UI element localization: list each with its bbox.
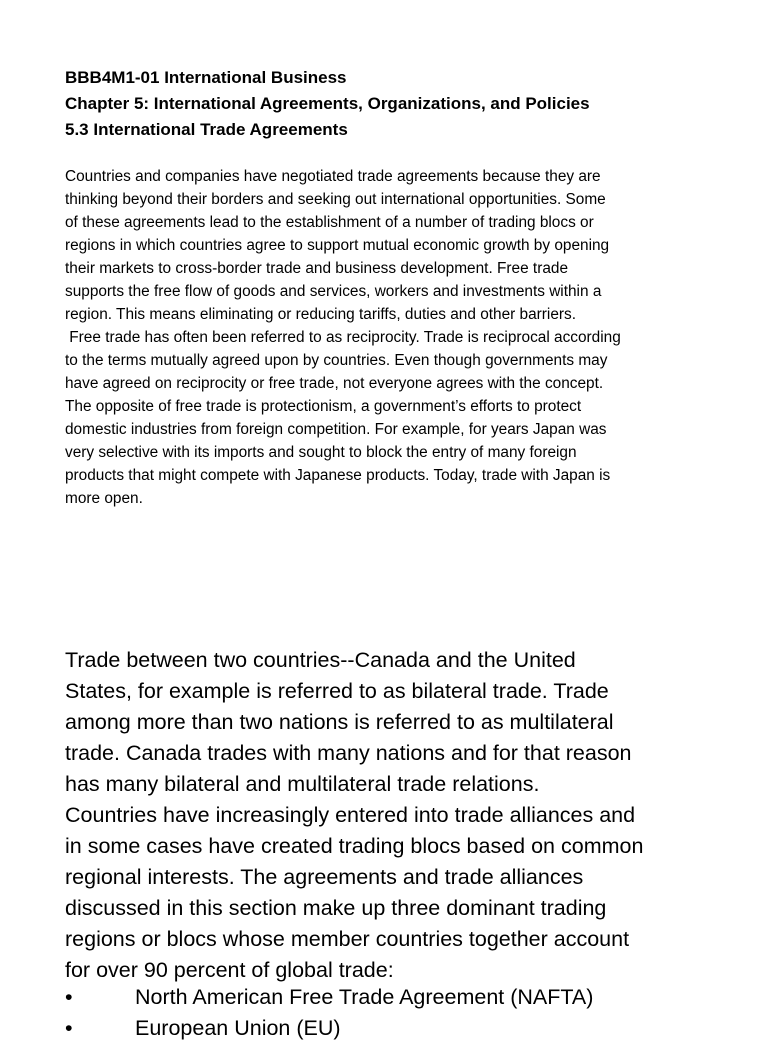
intro-line: supports the free flow of goods and services, workers and investments within a bbox=[65, 283, 602, 300]
trade-line: for over 90 percent of global trade: bbox=[65, 958, 394, 982]
trade-line: in some cases have created trading blocs based on common bbox=[65, 834, 644, 858]
intro-line: Free trade has often been referred to as reciprocity. Trade is reciprocal according bbox=[65, 329, 621, 346]
trade-line: among more than two nations is referred to as multilateral bbox=[65, 710, 614, 734]
intro-line: more open. bbox=[65, 490, 143, 507]
intro-line: Countries and companies have negotiated trade agreements because they are bbox=[65, 168, 601, 185]
trading-blocs-list bbox=[65, 982, 745, 1044]
list-item-label: North American Free Trade Agreement (NAFTA) bbox=[135, 985, 594, 1009]
chapter-title: Chapter 5: International Agreements, Organizations, and Policies bbox=[65, 94, 590, 113]
intro-line: The opposite of free trade is protectionism, a government’s efforts to protect bbox=[65, 398, 582, 415]
intro-line: have agreed on reciprocity or free trade, not everyone agrees with the concept. bbox=[65, 375, 604, 392]
list-item bbox=[65, 1013, 745, 1044]
trade-line: trade. Canada trades with many nations and for that reason bbox=[65, 741, 632, 765]
trade-line: Trade between two countries--Canada and the United bbox=[65, 648, 576, 672]
intro-line: region. This means eliminating or reducing tariffs, duties and other barriers. bbox=[65, 306, 577, 323]
intro-line: products that might compete with Japanese products. Today, trade with Japan is bbox=[65, 467, 611, 484]
intro-line: thinking beyond their borders and seeking out international opportunities. Some bbox=[65, 191, 606, 208]
intro-paragraph bbox=[65, 165, 705, 510]
intro-line: regions in which countries agree to support mutual economic growth by opening bbox=[65, 237, 610, 254]
course-title: BBB4M1-01 International Business bbox=[65, 68, 347, 87]
list-item bbox=[65, 982, 745, 1013]
bullet-icon: • bbox=[65, 1016, 73, 1040]
intro-line: domestic industries from foreign competition. For example, for years Japan was bbox=[65, 421, 607, 438]
trade-paragraph bbox=[65, 645, 745, 986]
trade-line: Countries have increasingly entered into trade alliances and bbox=[65, 803, 636, 827]
intro-line: very selective with its imports and sought to block the entry of many foreign bbox=[65, 444, 577, 461]
trade-line: States, for example is referred to as bilateral trade. Trade bbox=[65, 679, 609, 703]
bullet-icon: • bbox=[65, 985, 73, 1009]
list-item-label: European Union (EU) bbox=[135, 1016, 341, 1040]
trade-line: discussed in this section make up three dominant trading bbox=[65, 896, 607, 920]
trade-line: regions or blocs whose member countries together account bbox=[65, 927, 630, 951]
intro-line: to the terms mutually agreed upon by countries. Even though governments may bbox=[65, 352, 608, 369]
trade-line: regional interests. The agreements and trade alliances bbox=[65, 865, 584, 889]
section-title: 5.3 International Trade Agreements bbox=[65, 120, 348, 139]
intro-line: of these agreements lead to the establishment of a number of trading blocs or bbox=[65, 214, 594, 231]
trade-line: has many bilateral and multilateral trade relations. bbox=[65, 772, 540, 796]
intro-line: their markets to cross-border trade and business development. Free trade bbox=[65, 260, 569, 277]
